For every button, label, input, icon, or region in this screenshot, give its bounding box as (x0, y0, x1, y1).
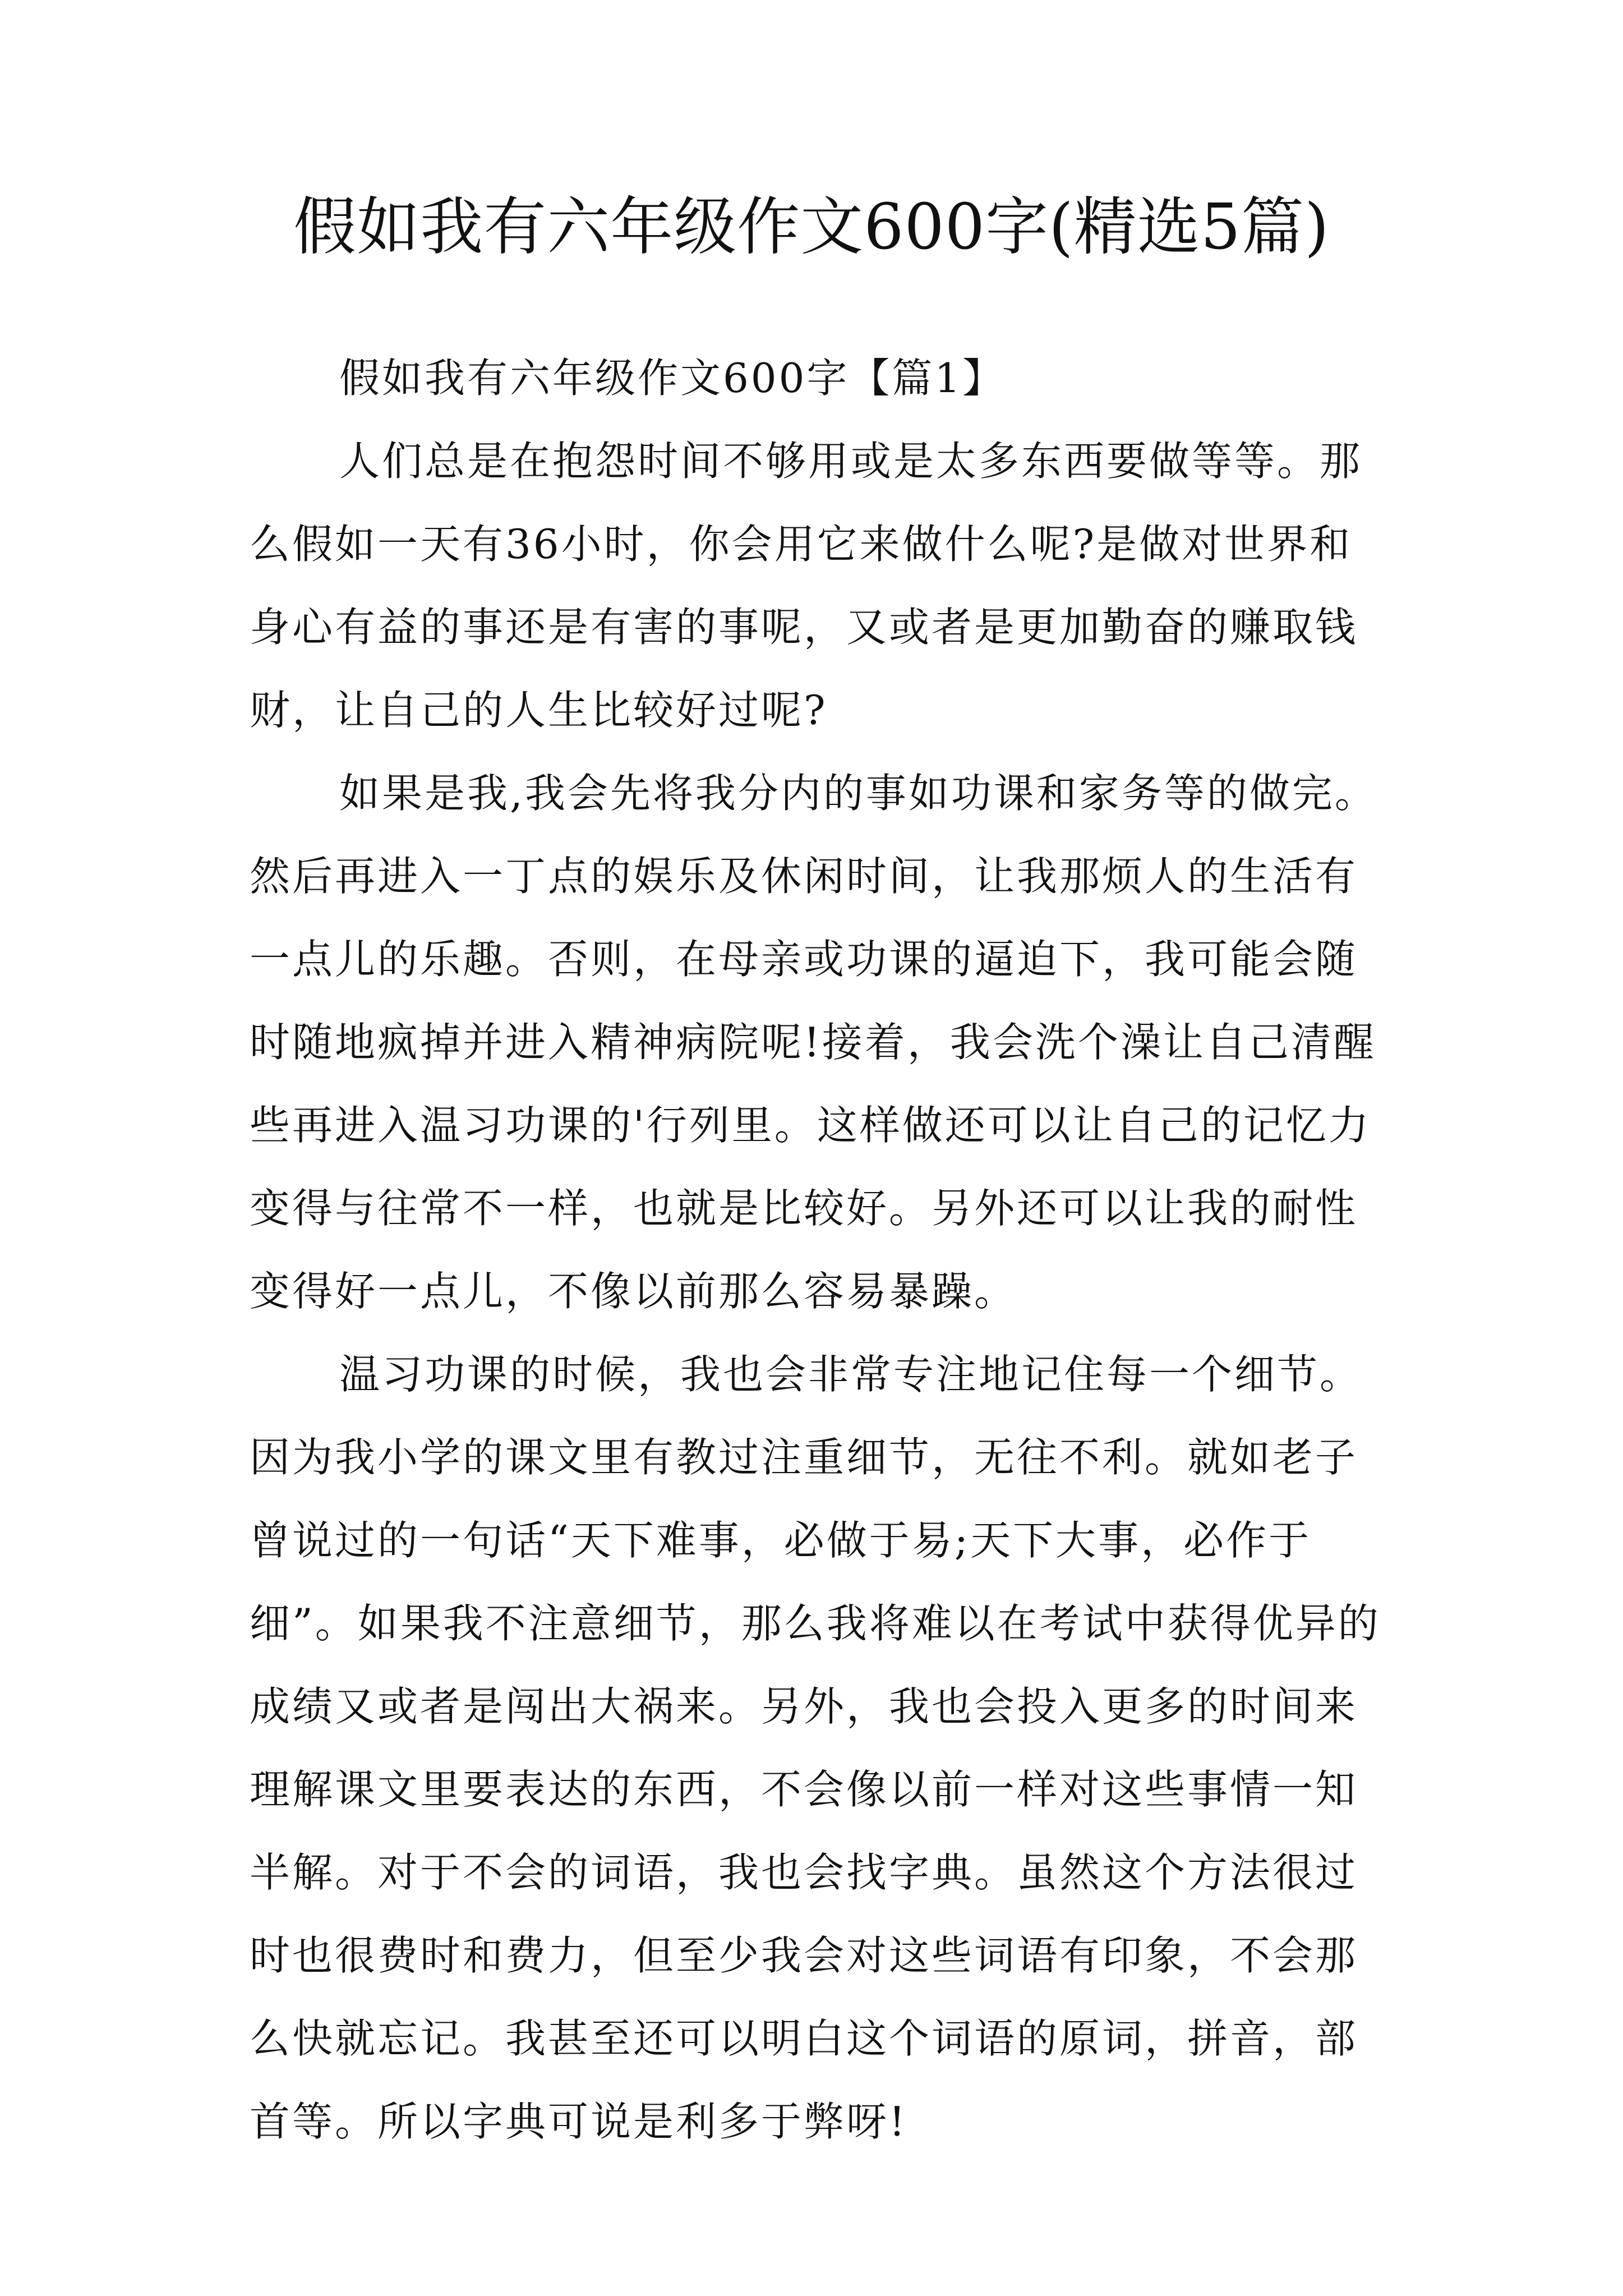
section-heading: 假如我有六年级作文600字【篇1】 (339, 355, 1006, 402)
paragraph-1: 人们总是在抱怨时间不够用或是太多东西要做等等。那么假如一天有36小时，你会用它来做什么呢?是做对世界和身心有益的事还是有害的事呢，又或者是更加勤奋的赚取钱财，让自己的人生比较好过呢? (250, 438, 1363, 734)
document-body (250, 337, 1394, 2163)
document-title: 假如我有六年级作文600字(精选5篇) (293, 191, 1330, 264)
paragraph-2: 如果是我,我会先将我分内的事如功课和家务等的做完。然后再进入一丁点的娱乐及休闲时间，让我那烦人的生活有一点儿的乐趣。否则，在母亲或功课的逼迫下，我可能会随时随地疯掉并进入精神病院呢!接着，我会洗个澡让自己清醒些再进入温习功课的'行列里。这样做还可以让自己的记忆力变得与往常不一样，也就是比较好。另外还可以让我的耐性变得好一点儿，不像以前那么容易暴躁。 (250, 770, 1377, 1315)
paragraph-3: 温习功课的时候，我也会非常专注地记住每一个细节。因为我小学的课文里有教过注重细节，无往不利。就如老子曾说过的一句话“天下难事，必做于易;天下大事，必作于细”。如果我不注意细节，那么我将难以在考试中获得优异的成绩又或者是闯出大祸来。另外，我也会投入更多的时间来理解课文里要表达的东西，不会像以前一样对这些事情一知半解。对于不会的词语，我也会找字典。虽然这个方法很过时也很费时和费力，但至少我会对这些词语有印象，不会那么快就忘记。我甚至还可以明白这个词语的原词，拼音，部首等。所以字典可说是利多于弊呀! (250, 1351, 1381, 2145)
